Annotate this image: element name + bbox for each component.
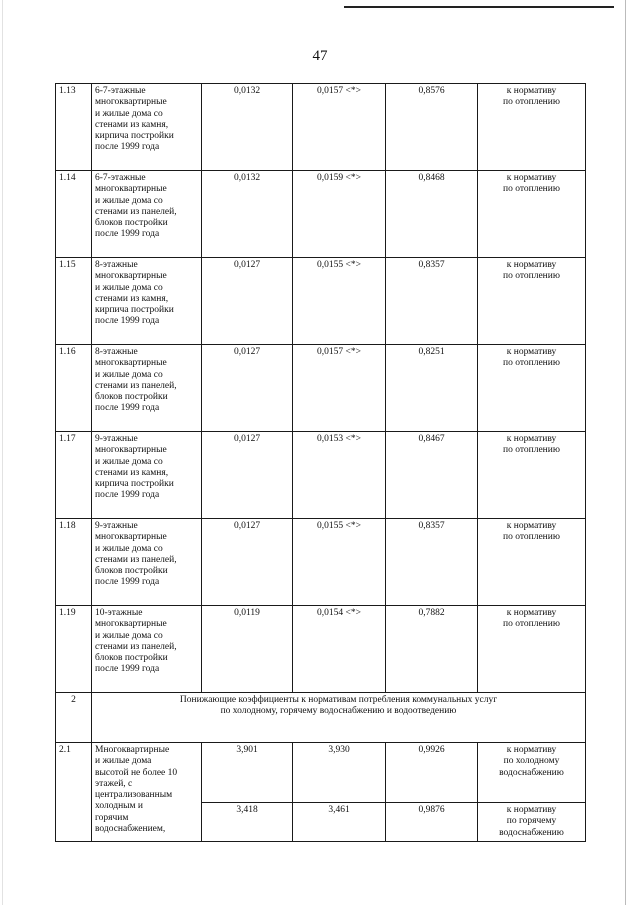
value-2: 0,0153 <*> bbox=[293, 432, 386, 519]
applies-to: к нормативу по отоплению bbox=[478, 519, 586, 606]
coefficient: 0,8357 bbox=[386, 258, 478, 345]
value-2: 0,0154 <*> bbox=[293, 606, 386, 693]
applies-to: к нормативу по отоплению bbox=[478, 171, 586, 258]
value-1: 0,0132 bbox=[202, 84, 293, 171]
applies-to: к нормативу по отоплению bbox=[478, 606, 586, 693]
coefficients-table bbox=[55, 83, 586, 842]
value-1: 0,0127 bbox=[202, 345, 293, 432]
coefficient: 0,8467 bbox=[386, 432, 478, 519]
coefficient: 0,8251 bbox=[386, 345, 478, 432]
table-row bbox=[56, 258, 586, 345]
table-row bbox=[56, 519, 586, 606]
value-2: 3,461 bbox=[293, 803, 386, 842]
value-1: 0,0127 bbox=[202, 258, 293, 345]
value-1: 0,0127 bbox=[202, 519, 293, 606]
row-number: 1.19 bbox=[56, 606, 92, 693]
header-rule bbox=[344, 6, 614, 8]
applies-to: к нормативу по отоплению bbox=[478, 84, 586, 171]
row-number: 1.16 bbox=[56, 345, 92, 432]
section-row bbox=[56, 693, 586, 743]
building-type: 10-этажные многоквартирные и жилые дома со стенами из панелей, блоков постройки после 1999 года bbox=[92, 606, 202, 693]
row-number: 1.18 bbox=[56, 519, 92, 606]
value-2: 0,0157 <*> bbox=[293, 84, 386, 171]
scan-left-edge bbox=[2, 0, 3, 905]
row-number: 1.14 bbox=[56, 171, 92, 258]
section-title: Понижающие коэффициенты к нормативам потребления коммунальных услуг по холодному, горячему водоснабжению и водоотведению bbox=[92, 693, 586, 743]
coefficient: 0,8357 bbox=[386, 519, 478, 606]
scan-right-edge bbox=[625, 0, 626, 905]
coefficient: 0,8468 bbox=[386, 171, 478, 258]
value-2: 0,0155 <*> bbox=[293, 258, 386, 345]
value-2: 3,930 bbox=[293, 743, 386, 803]
value-2: 0,0155 <*> bbox=[293, 519, 386, 606]
value-1: 0,0132 bbox=[202, 171, 293, 258]
building-type: 8-этажные многоквартирные и жилые дома со стенами из панелей, блоков постройки после 1999 года bbox=[92, 345, 202, 432]
table-row bbox=[56, 743, 586, 803]
value-1: 3,901 bbox=[202, 743, 293, 803]
applies-to: к нормативу по отоплению bbox=[478, 258, 586, 345]
table-row bbox=[56, 171, 586, 258]
row-number: 1.15 bbox=[56, 258, 92, 345]
row-number: 2.1 bbox=[56, 743, 92, 842]
page-number: 47 bbox=[312, 48, 328, 64]
applies-to: к нормативу по отоплению bbox=[478, 432, 586, 519]
applies-to: к нормативу по горячему водоснабжению bbox=[478, 803, 586, 842]
value-2: 0,0157 <*> bbox=[293, 345, 386, 432]
applies-to: к нормативу по холодному водоснабжению bbox=[478, 743, 586, 803]
value-2: 0,0159 <*> bbox=[293, 171, 386, 258]
value-1: 0,0127 bbox=[202, 432, 293, 519]
table-row bbox=[56, 345, 586, 432]
building-type: 6-7-этажные многоквартирные и жилые дома со стенами из панелей, блоков постройки после 1999 года bbox=[92, 171, 202, 258]
building-type: Многоквартирные и жилые дома высотой не более 10 этажей, с централизованным холодным и горячим водоснабжением, bbox=[92, 743, 202, 842]
coefficient: 0,8576 bbox=[386, 84, 478, 171]
applies-to: к нормативу по отоплению bbox=[478, 345, 586, 432]
table-row bbox=[56, 432, 586, 519]
building-type: 8-этажные многоквартирные и жилые дома со стенами из камня, кирпича постройки после 1999 года bbox=[92, 258, 202, 345]
coefficient: 0,9926 bbox=[386, 743, 478, 803]
coefficient: 0,9876 bbox=[386, 803, 478, 842]
row-number: 1.13 bbox=[56, 84, 92, 171]
table-row bbox=[56, 84, 586, 171]
row-number: 1.17 bbox=[56, 432, 92, 519]
building-type: 9-этажные многоквартирные и жилые дома со стенами из панелей, блоков постройки после 1999 года bbox=[92, 519, 202, 606]
building-type: 6-7-этажные многоквартирные и жилые дома со стенами из камня, кирпича постройки после 1999 года bbox=[92, 84, 202, 171]
table-row bbox=[56, 606, 586, 693]
value-1: 3,418 bbox=[202, 803, 293, 842]
building-type: 9-этажные многоквартирные и жилые дома со стенами из камня, кирпича постройки после 1999 года bbox=[92, 432, 202, 519]
value-1: 0,0119 bbox=[202, 606, 293, 693]
section-number: 2 bbox=[56, 693, 92, 743]
coefficient: 0,7882 bbox=[386, 606, 478, 693]
